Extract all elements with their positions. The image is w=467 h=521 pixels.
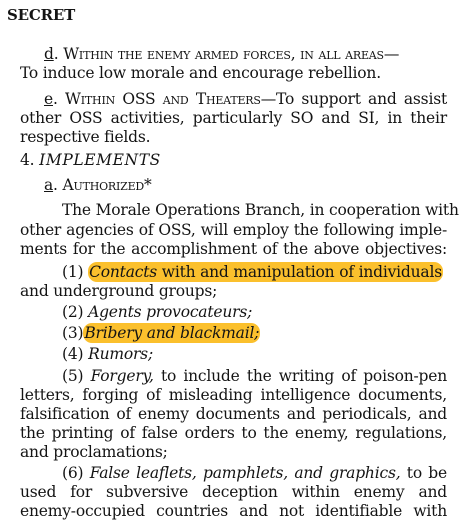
item-3-highlight: Bribery and blackmail; [84,324,260,342]
item-4 [62,345,447,364]
item-1-line2: and underground groups; [20,282,218,300]
item-5-line1 [62,367,447,386]
section-4-title: IMPLEMENTS [39,151,161,169]
item-1-number: (1) [62,263,84,281]
section-e-heading-and: and [162,90,189,108]
section-e-heading-a: Within OSS [65,90,156,108]
section-e-heading-line [44,90,447,109]
section-d-heading: Within the enemy armed forces, in all areas [63,45,384,63]
classification-header: SECRET [7,6,76,24]
item-5-line5: and proclamations; [20,443,168,461]
intro-line1: The Morale Operations Branch, in cooperation with [62,201,459,219]
item-2-number: (2) [62,303,84,321]
section-d-letter: d [44,45,54,63]
item-6-line2: used for subversive deception within enemy and [20,483,447,501]
section-4-number: 4. [20,151,35,169]
section-d-dash: — [383,45,400,63]
item-6-line1 [62,464,447,483]
item-6-rest: to be [406,464,447,482]
item-2-text: Agents provocateurs; [88,303,253,321]
item-5-line3: falsification of enemy documents and periodicals, and [20,405,447,423]
item-5-rest: to include the writing of poison-pen [160,367,448,385]
item-5-line4: the printing of false orders to the enemy, regulations, [20,424,447,442]
item-6-number: (6) [62,464,84,482]
item-4-text: Rumors; [88,345,153,363]
section-a-letter: a [44,176,54,194]
section-4-heading [20,151,447,170]
item-4-number: (4) [62,345,84,363]
item-2 [62,303,447,322]
section-a-period: . [53,176,63,194]
section-e-text-line2: other OSS activities, particularly SO and SI, in their [20,109,447,127]
item-1-highlight [88,262,443,282]
item-1-italic: Contacts [89,263,158,281]
item-5-line2: letters, forging of misleading intelligence documents, [20,386,447,404]
section-e-tail: —To support and assist [260,90,447,108]
section-e-text-line3: respective fields. [20,128,151,146]
item-3-number: (3) [62,324,84,342]
item-6-italic: False leaflets, pamphlets, and graphics, [89,464,401,482]
item-5-number: (5) [62,367,84,385]
item-5-italic: Forgery, [90,367,154,385]
item-1-rest: with and manipulation of individuals [161,263,442,281]
section-d-text: To induce low morale and encourage rebellion. [20,64,381,82]
section-d-heading-line [44,45,447,64]
item-3 [62,324,447,343]
item-6-line3: enemy-occupied countries and not identifiable with [20,502,447,520]
section-e-letter: e [44,90,53,108]
section-e-heading-b: Theaters [195,90,261,108]
section-a-heading-text: Authorized* [62,176,152,194]
section-e-period: . [52,90,58,108]
intro-line2: other agencies of OSS, will employ the following imple- [20,221,447,239]
intro-line3: ments for the accomplishment of the above objectives: [20,240,447,258]
section-a-heading [44,176,447,195]
item-1-line1 [62,263,447,282]
section-d-period: . [53,45,64,63]
